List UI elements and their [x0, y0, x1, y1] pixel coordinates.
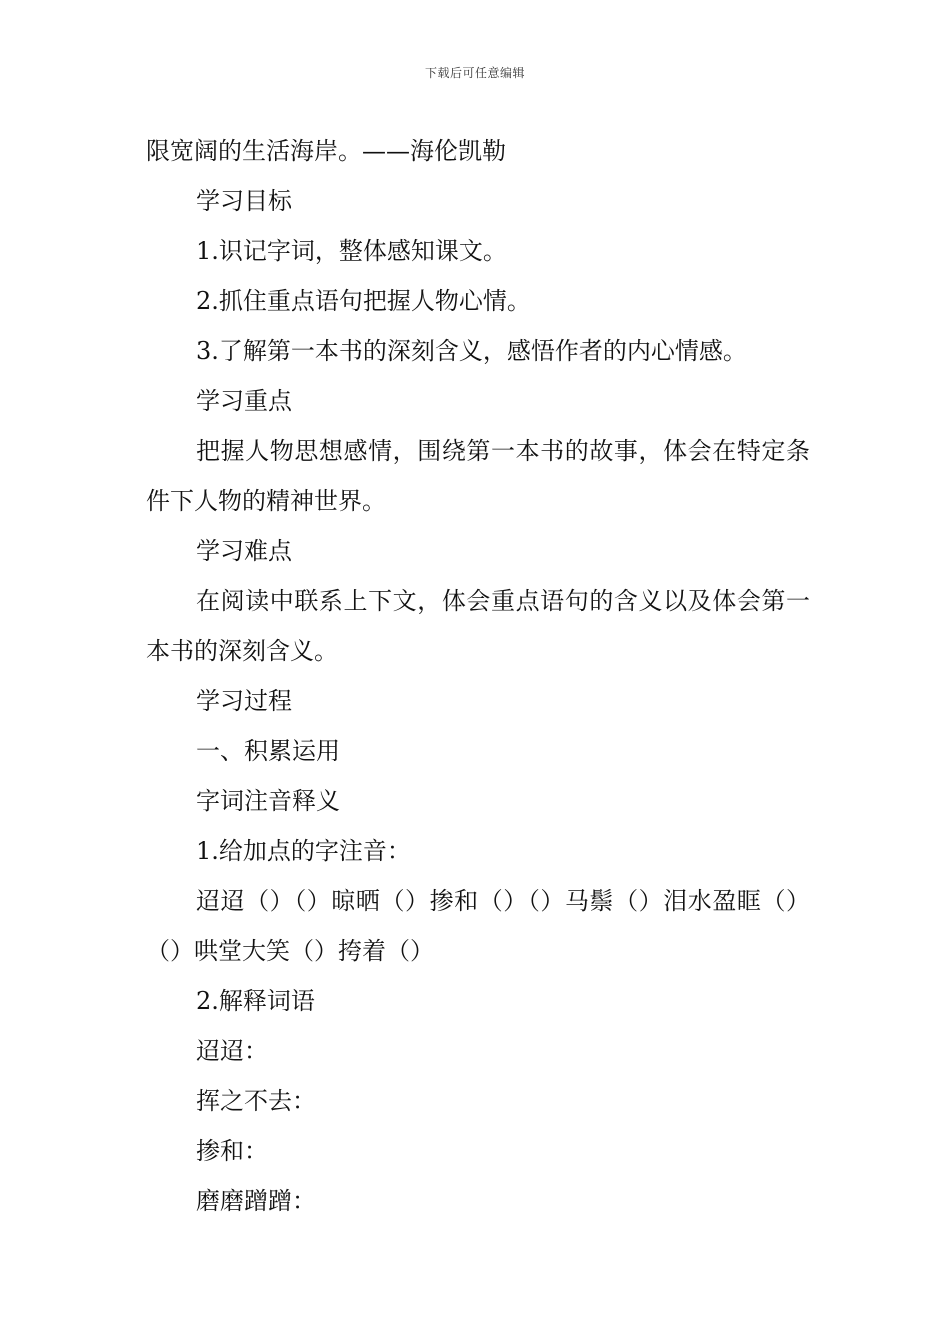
explain-term: 挥之不去：	[196, 1087, 316, 1115]
explain-term: 掺和：	[196, 1137, 268, 1165]
pinyin-items-paragraph: 迢迢（）（）晾晒（）掺和（）（）马鬃（）泪水盈眶（）（）哄堂大笑（）挎着（）	[146, 887, 810, 965]
objective-item: 3.了解第一本书的深刻含义，感悟作者的内心情感。	[196, 337, 747, 365]
page-header-note: 下载后可任意编辑	[424, 66, 525, 80]
pinyin-task: 1.给加点的字注音：	[196, 837, 411, 865]
section-one-heading: 一、积累运用	[196, 737, 340, 765]
objective-item: 1.识记字词，整体感知课文。	[196, 237, 507, 265]
document-body	[146, 126, 810, 1226]
explain-term: 磨磨蹭蹭：	[196, 1187, 316, 1215]
objectives-heading: 学习目标	[196, 187, 292, 215]
quote-line: 限宽阔的生活海岸。——海伦凯勒	[146, 137, 506, 165]
objective-item: 2.抓住重点语句把握人物心情。	[196, 287, 531, 315]
explain-task: 2.解释词语	[196, 987, 315, 1015]
key-points-paragraph: 把握人物思想感情，围绕第一本书的故事，体会在特定条件下人物的精神世界。	[146, 437, 810, 515]
process-heading: 学习过程	[196, 687, 292, 715]
key-points-heading: 学习重点	[196, 387, 292, 415]
difficulty-heading: 学习难点	[196, 537, 292, 565]
explain-term: 迢迢：	[196, 1037, 268, 1065]
vocab-heading: 字词注音释义	[196, 787, 340, 815]
difficulty-paragraph: 在阅读中联系上下文，体会重点语句的含义以及体会第一本书的深刻含义。	[146, 587, 810, 665]
